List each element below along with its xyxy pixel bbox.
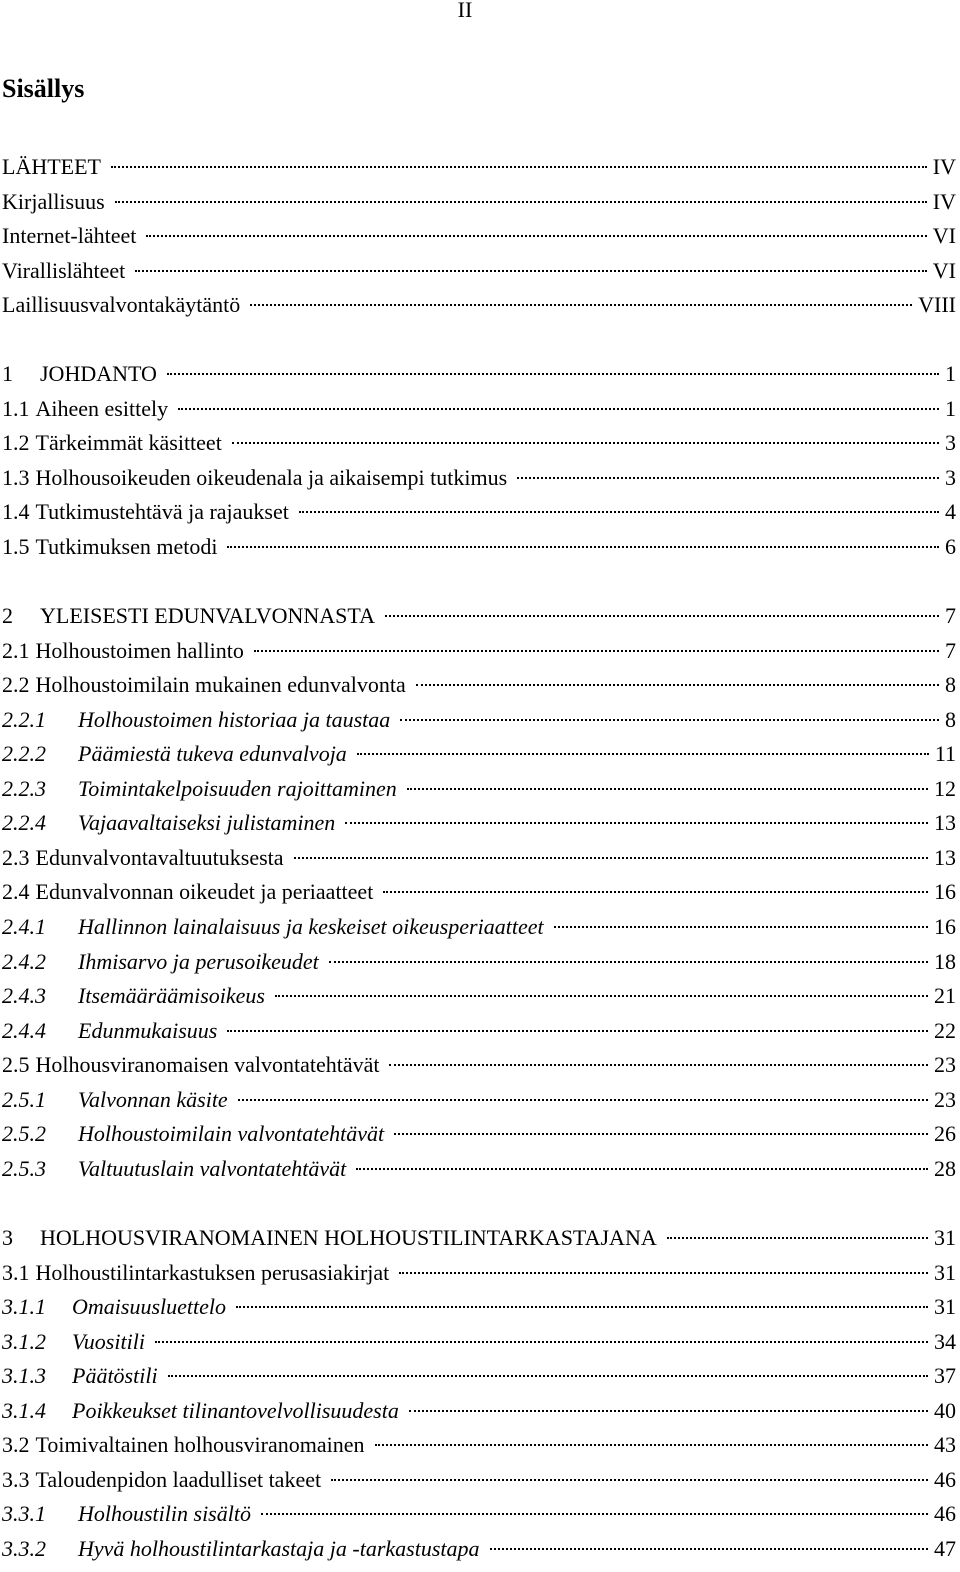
toc-entry-number: 3.1.1 [2,1294,46,1319]
toc-entry-number: 2.4.2 [2,949,46,974]
toc-entry-number: 3.3.2 [2,1536,46,1561]
toc-entry [2,497,956,527]
toc-entry [2,221,956,251]
dot-leader [399,1272,928,1274]
toc-entry-number: 2.5.3 [2,1156,46,1181]
toc-entry [2,1534,956,1564]
toc-entry-label: Hallinnon lainalaisuus ja keskeiset oikeusperiaatteet [78,914,544,939]
dot-leader [385,615,939,617]
toc-entry-number: 1.3 [2,465,30,490]
toc-entry-label: Valtuutuslain valvontatehtävät [78,1156,347,1181]
toc-entry [2,636,956,666]
toc-entry-number: 1.4 [2,499,30,524]
toc-entry-page: 46 [934,1467,956,1492]
dot-leader [416,684,939,686]
dot-leader [227,546,939,548]
toc-entry-page: 6 [945,534,956,559]
toc-entry-number: 2.1 [2,638,30,663]
toc-entry-label: Internet-lähteet [2,223,137,248]
toc-entry [2,981,956,1011]
dot-leader [135,270,926,272]
toc-entry-label: Taloudenpidon laadulliset takeet [35,1467,322,1492]
toc-entry-number: 3.2 [2,1432,30,1457]
toc-entry [2,359,956,389]
toc-entry-page: 31 [934,1225,956,1250]
toc-entry [2,739,956,769]
toc-entry-label: Holhoustoimilain mukainen edunvalvonta [35,672,406,697]
toc-entry-number: 2.4.1 [2,914,46,939]
toc-entry [2,532,956,562]
toc-entry-page: 26 [934,1121,956,1146]
dot-leader [407,788,928,790]
dot-leader [168,1375,928,1377]
toc-entry-label: Kirjallisuus [2,189,105,214]
toc-entry-number: 3.3.1 [2,1501,46,1526]
toc-entry-page: 1 [945,396,956,421]
toc-entry [2,1119,956,1149]
toc-entry [2,877,956,907]
toc-entry-number: 2.4.4 [2,1018,46,1043]
toc-entry-label: Aiheen esittely [35,396,169,421]
toc-entry-number: 3 [2,1225,13,1250]
toc-entry-page: VI [932,258,956,283]
page-number: II [457,0,473,22]
toc-entry [2,152,956,182]
dot-leader [554,926,928,928]
dot-leader [409,1410,928,1412]
toc-entry [2,1258,956,1288]
toc-entry-label: Holhousoikeuden oikeudenala ja aikaisempi tutkimus [35,465,508,490]
toc-entry [2,670,956,700]
toc-entry-number: 1.2 [2,430,30,455]
dot-leader [400,719,939,721]
dot-leader [667,1237,928,1239]
toc-entry-page: 31 [934,1294,956,1319]
toc-entry-number: 2.2 [2,672,30,697]
toc-entry-page: IV [932,154,956,179]
toc-entry-page: 23 [934,1052,956,1077]
toc-entry [2,428,956,458]
toc-entry-label: Päätöstili [72,1363,158,1388]
toc-entry [2,705,956,735]
toc-entry-label: Edunmukaisuus [78,1018,218,1043]
dot-leader [232,442,939,444]
toc-entry-page: 8 [945,672,956,697]
toc-entry [2,394,956,424]
toc-entry-page: 23 [934,1087,956,1112]
toc-entry-page: 22 [934,1018,956,1043]
dot-leader [357,753,929,755]
toc-entry-number: 3.1.2 [2,1329,46,1354]
dot-leader [294,857,928,859]
toc-entry-page: 16 [934,914,956,939]
dot-leader [261,1513,928,1515]
page-title: Sisällys [2,74,85,103]
toc-entry-page: VI [932,223,956,248]
toc-entry-label: Virallislähteet [2,258,126,283]
toc-entry [2,1292,956,1322]
toc-entry-label: Holhoustilin sisältö [78,1501,251,1526]
toc-entry-number: 2.2.1 [2,707,46,732]
toc-entry-label: Poikkeukset tilinantovelvollisuudesta [72,1398,399,1423]
toc-entry-page: 37 [934,1363,956,1388]
toc-entry-number: 2.2.3 [2,776,46,801]
toc-entry-label: Edunvalvonnan oikeudet ja periaatteet [35,879,374,904]
dot-leader [517,477,939,479]
toc-entry [2,601,956,631]
toc-entry-page: 3 [945,430,956,455]
toc-entry-page: 18 [934,949,956,974]
toc-entry-number: 3.3 [2,1467,30,1492]
toc-entry [2,1223,956,1253]
toc-entry-label: Holhousviranomaisen valvontatehtävät [35,1052,380,1077]
toc-entry [2,256,956,286]
toc-entry [2,1465,956,1495]
toc-entry-label: Tutkimustehtävä ja rajaukset [35,499,289,524]
dot-leader [389,1064,928,1066]
toc-entry-page: 16 [934,879,956,904]
toc-entry-page: IV [932,189,956,214]
dot-leader [146,235,926,237]
toc-entry-label: Päämiestä tukeva edunvalvoja [78,741,347,766]
toc-entry [2,463,956,493]
dot-leader [227,1030,928,1032]
toc-entry-label: Omaisuusluettelo [72,1294,226,1319]
toc-entry [2,912,956,942]
toc-entry-label: Holhoustoimen hallinto [35,638,244,663]
toc-entry-label: Holhoustoimilain valvontatehtävät [78,1121,385,1146]
toc-entry [2,1154,956,1184]
dot-leader [236,1306,928,1308]
toc-entry-number: 1 [2,361,13,386]
dot-leader [167,373,939,375]
toc-entry-number: 1.1 [2,396,30,421]
toc-entry-page: 11 [934,741,956,766]
toc-entry-page: 8 [945,707,956,732]
dot-leader [238,1099,928,1101]
toc-entry [2,1050,956,1080]
toc-entry-page: 43 [934,1432,956,1457]
toc-entry-page: 13 [934,810,956,835]
toc-entry-label: Vajaavaltaiseksi julistaminen [78,810,336,835]
toc-entry-page: 13 [934,845,956,870]
toc-entry-number: 2 [2,603,13,628]
toc-entry-number: 3.1 [2,1260,30,1285]
toc-entry-label: Itsemääräämisoikeus [78,983,265,1008]
toc-entry-page: 7 [945,638,956,663]
dot-leader [345,822,928,824]
toc-entry-label: YLEISESTI EDUNVALVONNASTA [40,603,375,628]
dot-leader [111,166,927,168]
dot-leader [490,1548,929,1550]
dot-leader [178,408,939,410]
toc-entry [2,1499,956,1529]
toc-entry-label: Holhoustoimen historiaa ja taustaa [78,707,391,732]
toc-entry-label: JOHDANTO [40,361,157,386]
dot-leader [299,511,939,513]
dot-leader [329,961,928,963]
toc-entry [2,774,956,804]
toc-entry-number: 2.5 [2,1052,30,1077]
toc-entry-number: 1.5 [2,534,30,559]
toc-entry-number: 2.2.2 [2,741,46,766]
toc-entry-label: Toimintakelpoisuuden rajoittaminen [78,776,397,801]
toc-entry-label: Holhoustilintarkastuksen perusasiakirjat [35,1260,390,1285]
toc-entry-number: 3.1.4 [2,1398,46,1423]
toc-entry-page: 31 [934,1260,956,1285]
dot-leader [115,201,927,203]
toc-entry-page: 1 [945,361,956,386]
dot-leader [250,304,912,306]
dot-leader [331,1479,928,1481]
toc-entry-label: Toimivaltainen holhousviranomainen [35,1432,365,1457]
toc-entry [2,1327,956,1357]
toc-entry-number: 2.5.2 [2,1121,46,1146]
toc-entry-number: 2.2.4 [2,810,46,835]
toc-entry-page: VIII [918,292,956,317]
toc-entry-number: 2.4 [2,879,30,904]
toc-entry-number: 2.5.1 [2,1087,46,1112]
toc-entry [2,843,956,873]
dot-leader [375,1444,928,1446]
dot-leader [356,1168,928,1170]
dot-leader [394,1133,928,1135]
toc-entry-page: 28 [934,1156,956,1181]
toc-entry [2,1361,956,1391]
dot-leader [155,1341,928,1343]
toc-entry-page: 34 [934,1329,956,1354]
toc-entry [2,187,956,217]
toc-entry-label: Valvonnan käsite [78,1087,228,1112]
dot-leader [254,650,939,652]
toc-entry-page: 40 [934,1398,956,1423]
toc-entry-page: 4 [945,499,956,524]
toc-entry-number: 2.4.3 [2,983,46,1008]
toc-entry-label: Edunvalvontavaltuutuksesta [35,845,284,870]
toc-entry-page: 3 [945,465,956,490]
toc-entry-label: Laillisuusvalvontakäytäntö [2,292,241,317]
toc-entry [2,1396,956,1426]
toc-entry-page: 21 [934,983,956,1008]
dot-leader [383,891,928,893]
toc-entry [2,947,956,977]
toc-entry-label: Ihmisarvo ja perusoikeudet [78,949,319,974]
toc-entry-label: Vuositili [72,1329,145,1354]
toc-entry-label: Tutkimuksen metodi [35,534,218,559]
toc-entry [2,1085,956,1115]
toc-entry-label: LÄHTEET [2,154,101,179]
dot-leader [275,995,928,997]
toc-entry-label: HOLHOUSVIRANOMAINEN HOLHOUSTILINTARKASTAJANA [40,1225,657,1250]
toc-entry-number: 3.1.3 [2,1363,46,1388]
toc-entry [2,1016,956,1046]
toc-entry-page: 46 [934,1501,956,1526]
toc-entry [2,290,956,320]
toc-entry-page: 12 [934,776,956,801]
toc-entry-page: 47 [934,1536,956,1561]
toc-entry-page: 7 [945,603,956,628]
toc-entry [2,808,956,838]
toc-entry [2,1430,956,1460]
toc-entry-label: Hyvä holhoustilintarkastaja ja -tarkastustapa [78,1536,480,1561]
toc-entry-label: Tärkeimmät käsitteet [35,430,222,455]
toc-entry-number: 2.3 [2,845,30,870]
